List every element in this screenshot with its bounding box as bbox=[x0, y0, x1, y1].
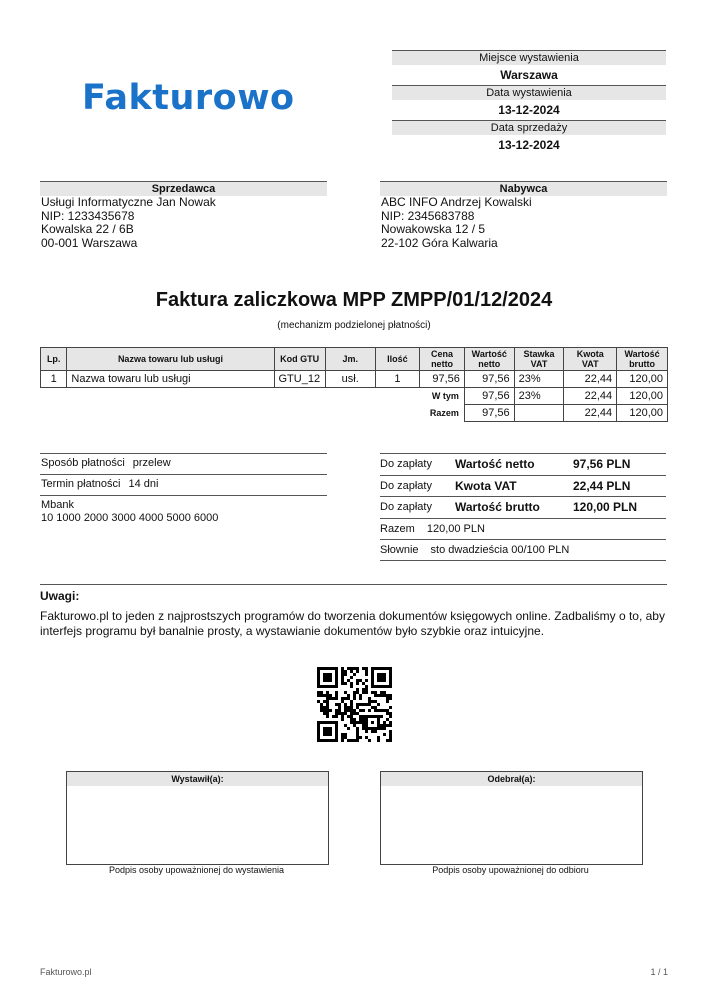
col-vat-amount-l2: VAT bbox=[581, 359, 599, 369]
payment-term-value: 14 dni bbox=[128, 478, 159, 490]
cell-gtu: GTU_12 bbox=[274, 371, 325, 388]
invoice-title: Faktura zaliczkowa MPP ZMPP/01/12/2024 bbox=[155, 289, 553, 311]
sale-date-value: 13-12-2024 bbox=[498, 138, 560, 152]
receiver-signature-caption: Podpis osoby upoważnionej do odbioru bbox=[432, 865, 589, 875]
due-words-row bbox=[380, 539, 666, 561]
qr-code-icon bbox=[317, 667, 392, 742]
razem-label: Razem bbox=[429, 408, 459, 418]
wtym-vat-amount: 22,44 bbox=[564, 388, 617, 405]
table-header-row bbox=[41, 348, 668, 371]
due-row-vat bbox=[380, 475, 666, 497]
buyer-street: Nowakowska 12 / 5 bbox=[381, 222, 486, 237]
table-row bbox=[41, 371, 668, 388]
col-qty: Ilość bbox=[375, 348, 420, 371]
col-net-value-l1: Wartość bbox=[471, 349, 507, 359]
due-kind: Wartość netto bbox=[455, 457, 535, 471]
col-net-price bbox=[420, 348, 465, 371]
receiver-signature-header: Odebrał(a): bbox=[381, 772, 642, 786]
due-total-value: 120,00 PLN bbox=[426, 523, 485, 536]
place-label: Miejsce wystawienia bbox=[392, 50, 666, 65]
due-kind: Wartość brutto bbox=[455, 500, 540, 515]
due-label: Do zapłaty bbox=[380, 479, 432, 492]
col-net-price-l2: netto bbox=[431, 359, 454, 369]
issuer-signature-caption: Podpis osoby upoważnionej do wystawienia bbox=[108, 865, 285, 875]
bank-name: Mbank bbox=[41, 499, 75, 511]
razem-vat-amount: 22,44 bbox=[564, 405, 617, 422]
buyer-city: 22-102 Góra Kalwaria bbox=[381, 236, 498, 251]
col-vat-amount bbox=[564, 348, 617, 371]
bank-row bbox=[40, 495, 327, 529]
invoice-subtitle: (mechanizm podzielonej płatności) bbox=[277, 320, 431, 331]
payment-term-row bbox=[40, 474, 327, 495]
razem-vat-rate bbox=[514, 405, 564, 422]
col-name: Nazwa towaru lub usługi bbox=[67, 348, 274, 371]
notes-header: Uwagi: bbox=[40, 589, 80, 603]
seller-name: Usługi Informatyczne Jan Nowak bbox=[41, 195, 216, 209]
seller-city: 00-001 Warszawa bbox=[41, 236, 138, 251]
due-total-label: Razem bbox=[380, 523, 415, 536]
cell-gross: 120,00 bbox=[617, 371, 668, 388]
cell-name: Nazwa towaru lub usługi bbox=[67, 371, 274, 388]
bank-account: 10 1000 2000 3000 4000 5000 6000 bbox=[41, 512, 219, 524]
items-table bbox=[40, 347, 668, 422]
col-vat-amount-l1: Kwota bbox=[576, 349, 604, 359]
due-row-net bbox=[380, 453, 666, 475]
due-row-gross bbox=[380, 496, 666, 518]
wtym-row bbox=[41, 388, 668, 405]
col-gross-l2: brutto bbox=[629, 359, 656, 369]
razem-row bbox=[41, 405, 668, 422]
sale-date-label: Data sprzedaży bbox=[392, 120, 666, 135]
due-value: 22,44 PLN bbox=[573, 478, 631, 493]
col-vat-rate bbox=[514, 348, 564, 371]
seller-nip: NIP: 1233435678 bbox=[41, 208, 135, 223]
buyer-header: Nabywca bbox=[380, 181, 667, 196]
col-gtu: Kod GTU bbox=[274, 348, 325, 371]
col-vat-rate-l2: VAT bbox=[530, 359, 548, 369]
amount-due bbox=[380, 453, 666, 561]
col-gross-l1: Wartość bbox=[624, 349, 660, 359]
razem-gross: 120,00 bbox=[617, 405, 668, 422]
due-label: Do zapłaty bbox=[380, 501, 432, 514]
due-value: 97,56 PLN bbox=[573, 457, 631, 471]
cell-net-price: 97,56 bbox=[420, 371, 465, 388]
buyer-nip: NIP: 2345683788 bbox=[381, 208, 475, 223]
payment-info bbox=[40, 453, 327, 529]
col-unit: Jm. bbox=[325, 348, 375, 371]
seller-header: Sprzedawca bbox=[40, 181, 327, 196]
col-lp: Lp. bbox=[41, 348, 67, 371]
cell-vat-amount: 22,44 bbox=[564, 371, 617, 388]
company-logo: Fakturowo bbox=[82, 78, 295, 118]
issue-date-label: Data wystawienia bbox=[392, 85, 666, 100]
due-kind: Kwota VAT bbox=[455, 478, 517, 493]
col-net-price-l1: Cena bbox=[431, 349, 454, 359]
razem-net-value: 97,56 bbox=[464, 405, 514, 422]
footer-site: Fakturowo.pl bbox=[40, 967, 92, 977]
wtym-label: W tym bbox=[431, 391, 459, 402]
due-words-label: Słownie bbox=[380, 544, 419, 557]
cell-net-value: 97,56 bbox=[464, 371, 514, 388]
due-value: 120,00 PLN bbox=[573, 500, 638, 515]
due-label: Do zapłaty bbox=[380, 458, 432, 470]
payment-method-row bbox=[40, 453, 327, 474]
wtym-vat-rate: 23% bbox=[514, 388, 564, 405]
cell-lp: 1 bbox=[41, 371, 67, 388]
buyer-block bbox=[380, 181, 667, 251]
wtym-net-value: 97,56 bbox=[464, 388, 514, 405]
seller-block bbox=[40, 181, 327, 251]
cell-vat-rate: 23% bbox=[514, 371, 564, 388]
col-net-value-l2: netto bbox=[478, 359, 501, 369]
due-words-value: sto dwadzieścia 00/100 PLN bbox=[430, 544, 570, 557]
receiver-signature-box bbox=[380, 771, 643, 865]
notes-text: Fakturowo.pl to jeden z najprostszych programów do tworzenia dokumentów księgowych online. Zadbaliśmy o to, aby interfejs programu był banalnie prosty, a wystawianie dokumentów było szybkie oraz intuicyjne. bbox=[40, 609, 665, 638]
payment-method-value: przelew bbox=[132, 457, 171, 469]
issuer-signature-header: Wystawił(a): bbox=[67, 772, 328, 786]
wtym-gross: 120,00 bbox=[617, 388, 668, 405]
due-total-row bbox=[380, 518, 666, 539]
col-gross bbox=[617, 348, 668, 371]
issue-date-value: 13-12-2024 bbox=[498, 103, 560, 117]
seller-street: Kowalska 22 / 6B bbox=[41, 222, 134, 237]
payment-term-label: Termin płatności bbox=[41, 478, 121, 490]
col-net-value bbox=[464, 348, 514, 371]
issue-meta bbox=[392, 50, 666, 155]
place-value: Warszawa bbox=[500, 68, 558, 82]
qr-code-graphic bbox=[317, 667, 392, 742]
notes-section bbox=[40, 584, 667, 639]
payment-method-label: Sposób płatności bbox=[41, 457, 125, 469]
col-vat-rate-l1: Stawka bbox=[523, 349, 555, 359]
footer-page: 1 / 1 bbox=[650, 967, 668, 977]
issuer-signature-box bbox=[66, 771, 329, 865]
buyer-name: ABC INFO Andrzej Kowalski bbox=[381, 195, 532, 209]
cell-qty: 1 bbox=[375, 371, 420, 388]
cell-unit: usł. bbox=[325, 371, 375, 388]
